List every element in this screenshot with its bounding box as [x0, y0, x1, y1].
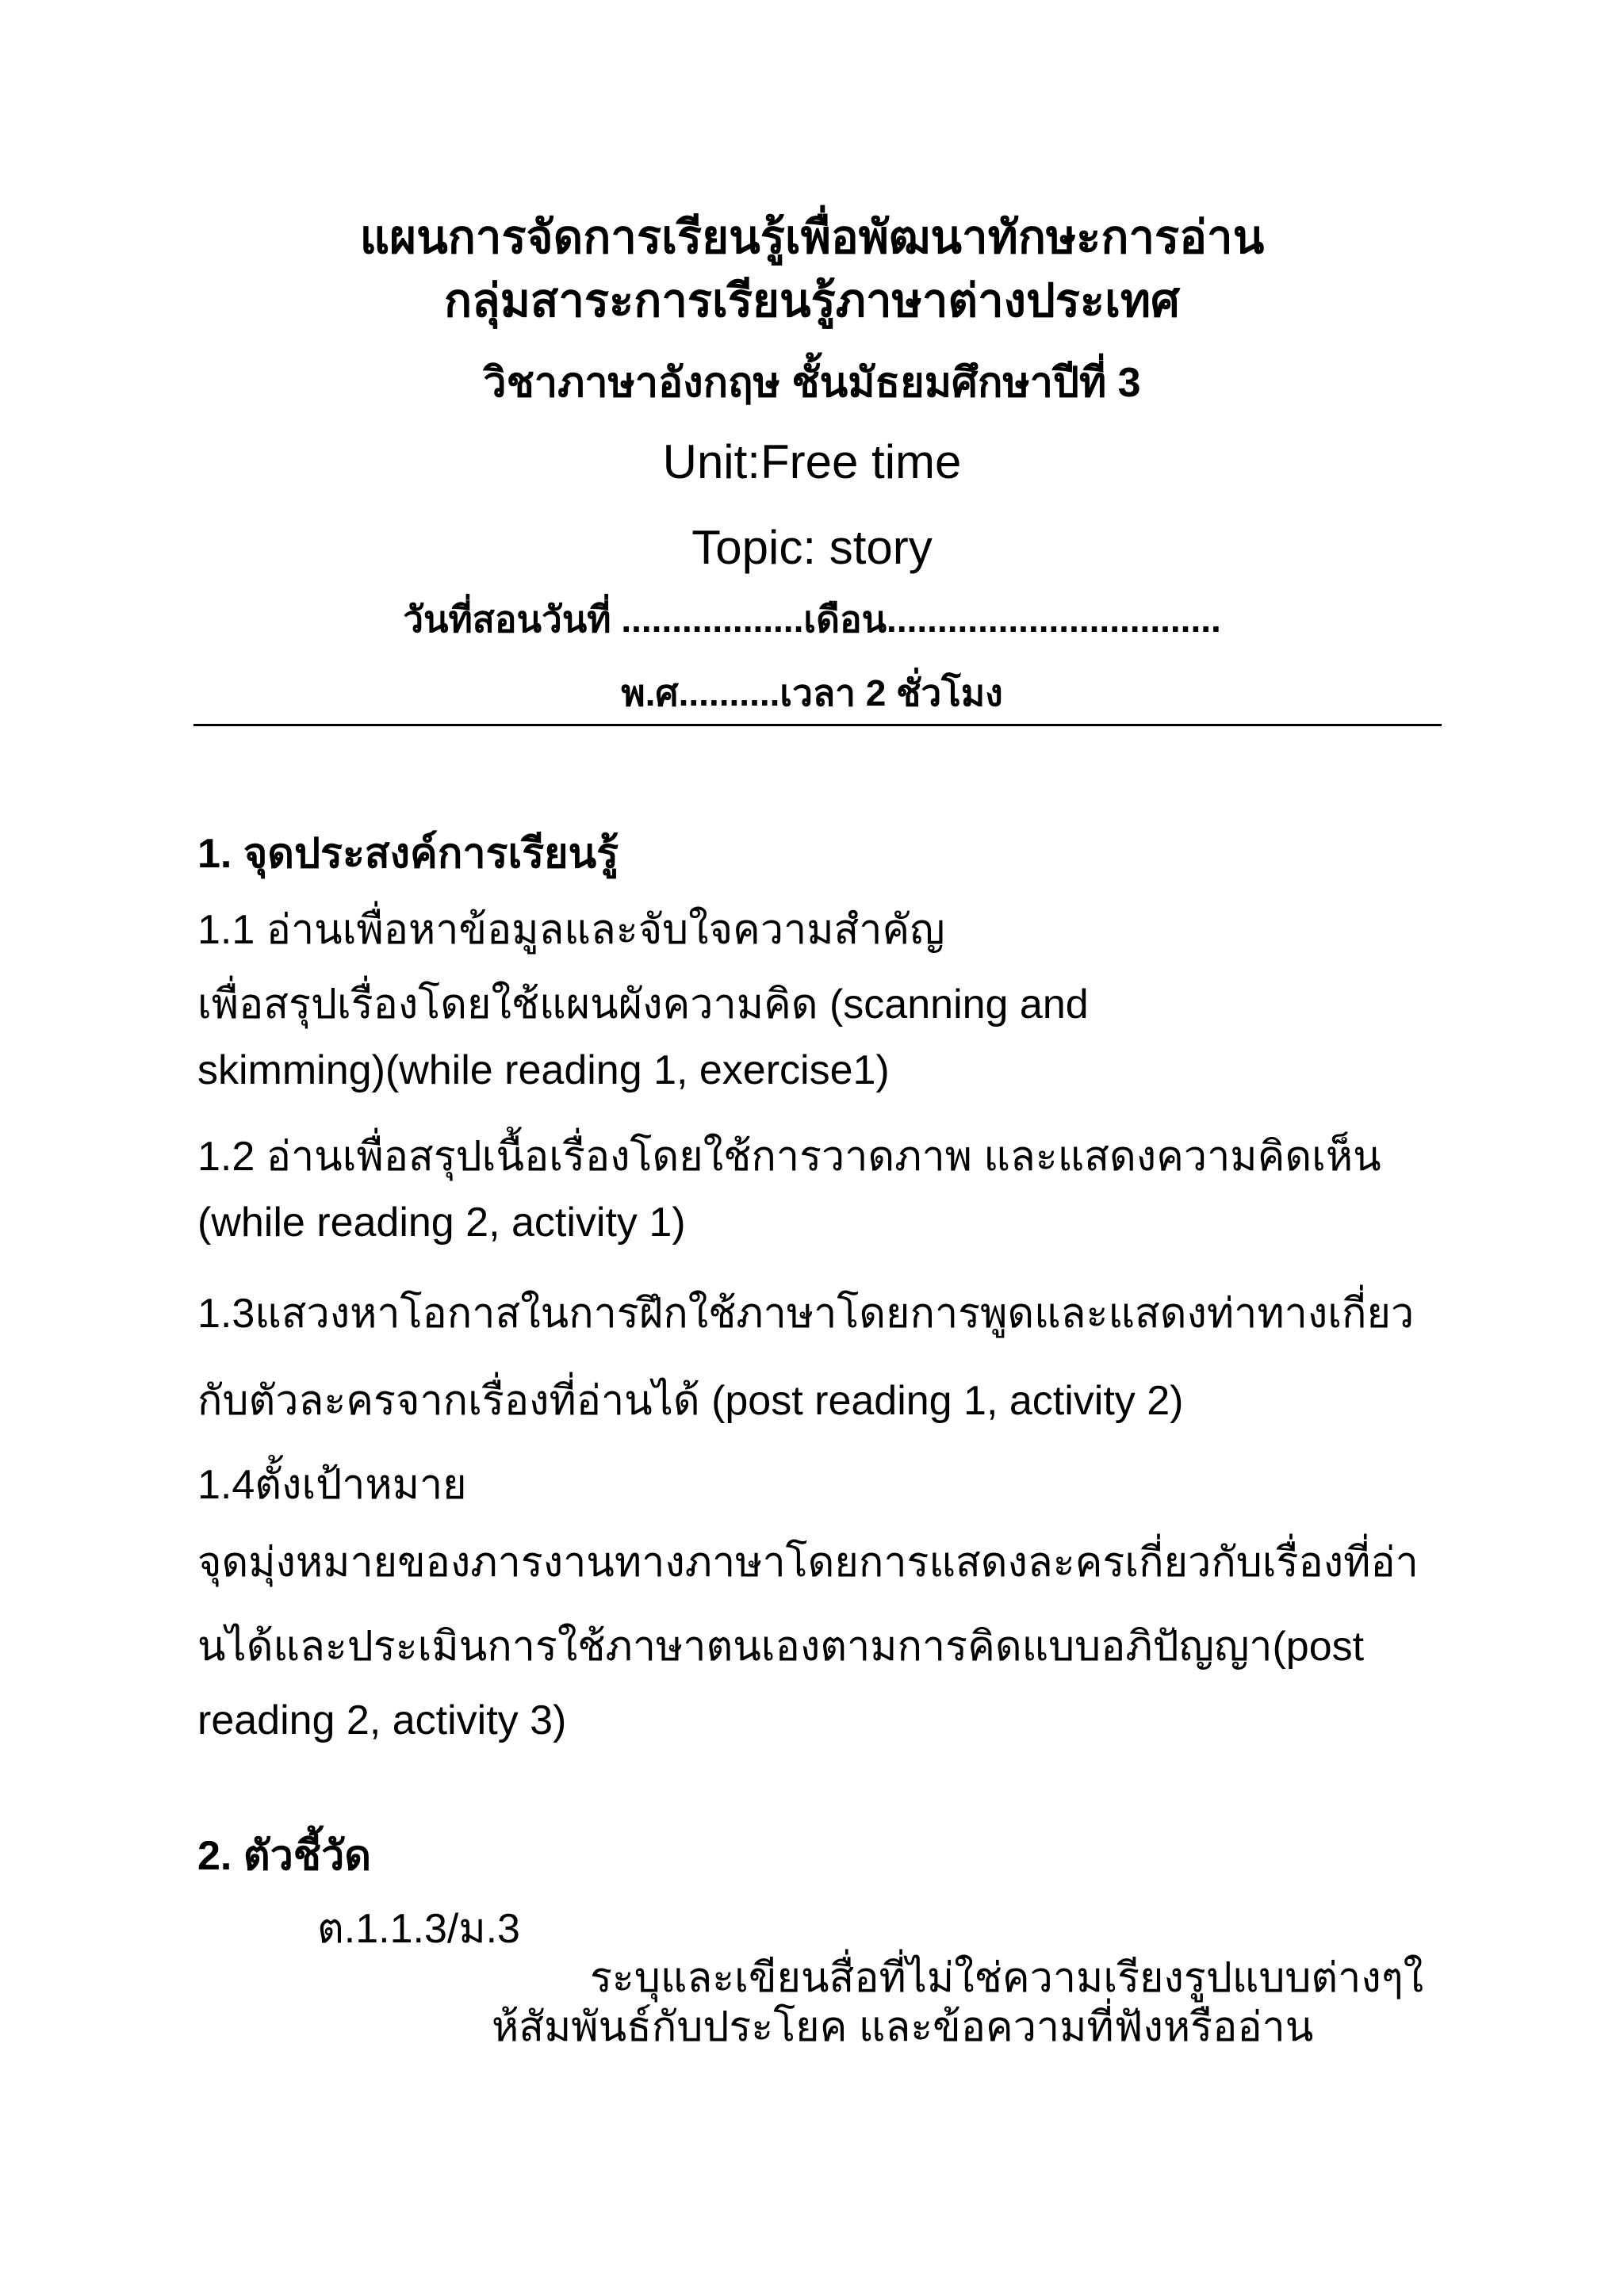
plan-title: แผนการจัดการเรียนรู้เพื่อพัฒนาทักษะการอ่าน [359, 212, 1265, 263]
teaching-date: วันที่สอนวันที่ ..................เดือน................................. [403, 599, 1221, 640]
objective-line: เพื่อสรุปเรื่องโดยใช้แผนผังความคิด (scanning and [197, 982, 1089, 1027]
objective-line: (while reading 2, activity 1) [197, 1200, 686, 1246]
unit-title: Unit:Free time [662, 435, 962, 488]
section-indicators-heading: 2. ตัวชี้วัด [197, 1833, 372, 1879]
objective-line: 1.3แสวงหาโอกาสในการฝึกใช้ภาษาโดยการพูดและแสดงท่าทางเกี่ยว [197, 1291, 1415, 1337]
objective-line: นได้และประเมินการใช้ภาษาตนเองตามการคิดแบบอภิปัญญา(post [197, 1624, 1365, 1670]
indicator-code: ต.1.1.3/ม.3 [317, 1906, 520, 1952]
indicator-text-line: ห้สัมพันธ์กับประโยค และข้อความที่ฟังหรืออ่าน [492, 2004, 1314, 2050]
objective-line: skimming)(while reading 1, exercise1) [197, 1047, 890, 1093]
header-divider [193, 724, 1442, 726]
section-objectives-heading: 1. จุดประสงค์การเรียนรู้ [197, 831, 619, 877]
year-and-duration: พ.ศ..........เวลา 2 ชั่วโมง [621, 672, 1003, 714]
objective-line: 1.2 อ่านเพื่อสรุปเนื้อเรื่องโดยใช้การวาดภาพ และแสดงความคิดเห็น [197, 1134, 1381, 1180]
subject-group: กลุ่มสาระการเรียนรู้ภาษาต่างประเทศ [444, 275, 1180, 327]
objective-line: จุดมุ่งหมายของภารงานทางภาษาโดยการแสดงละครเกี่ยวกับเรื่องที่อ่า [197, 1540, 1419, 1586]
subject-grade: วิชาภาษาอังกฤษ ชั้นมัธยมศึกษาปีที่ 3 [483, 360, 1141, 406]
objective-line: 1.1 อ่านเพื่อหาข้อมูลและจับใจความสำคัญ [197, 907, 945, 953]
objective-line: 1.4ตั้งเป้าหมาย [197, 1462, 467, 1508]
topic-title: Topic: story [691, 521, 933, 574]
objective-line: กับตัวละครจากเรื่องที่อ่านได้ (post reading 1, activity 2) [197, 1378, 1184, 1424]
objective-line: reading 2, activity 3) [197, 1697, 567, 1743]
indicator-text-line: ระบุและเขียนสื่อที่ไม่ใช่ความเรียงรูปแบบต่างๆใ [590, 1955, 1424, 2001]
